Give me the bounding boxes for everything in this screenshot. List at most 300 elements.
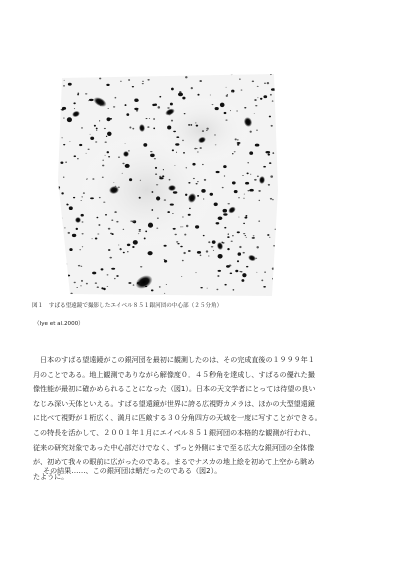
star-dot [196, 183, 198, 184]
star-dot [108, 156, 110, 157]
star-dot [232, 181, 236, 184]
star-dot [255, 258, 257, 259]
star-dot [96, 130, 97, 131]
star-dot [120, 81, 122, 82]
star-dot [102, 165, 104, 167]
star-dot [174, 165, 175, 166]
star-dot [257, 97, 258, 98]
star-dot [259, 200, 261, 201]
star-dot [238, 197, 240, 198]
star-dot [195, 122, 196, 123]
star-dot [202, 130, 204, 132]
body-line: 日本のすばる望遠鏡がこの銀河団を最初に観測したのは、その完成直後の１９９９年１ [33, 355, 315, 364]
star-dot [64, 80, 65, 81]
star-dot [237, 260, 239, 262]
star-dot [113, 106, 115, 107]
star-dot [180, 226, 181, 227]
star-dot [170, 204, 174, 206]
star-dot [82, 246, 83, 247]
star-dot [223, 209, 228, 213]
star-dot [242, 175, 243, 176]
star-dot [76, 228, 78, 230]
star-dot [210, 193, 213, 196]
star-dot [87, 178, 88, 179]
star-dot [216, 171, 220, 173]
star-dot [62, 284, 64, 285]
star-dot [94, 125, 96, 127]
star-dot [192, 163, 195, 166]
star-dot [253, 235, 255, 236]
star-dot [90, 134, 91, 135]
star-dot [120, 249, 122, 250]
star-dot [73, 197, 75, 198]
star-dot [246, 266, 248, 268]
star-dot [134, 108, 138, 110]
star-dot [156, 184, 158, 185]
star-dot [257, 86, 259, 87]
star-dot [244, 107, 246, 108]
star-dot [63, 85, 65, 86]
star-dot [185, 194, 187, 196]
star-dot [180, 246, 183, 248]
star-dot [269, 116, 271, 118]
star-dot [72, 234, 76, 237]
star-dot [230, 110, 231, 111]
star-dot [105, 155, 106, 156]
star-dot [224, 227, 226, 229]
star-dot [112, 233, 114, 235]
star-dot [114, 278, 116, 279]
star-dot [62, 137, 63, 138]
star-dot [263, 286, 266, 288]
star-dot [234, 190, 238, 193]
star-dot [171, 120, 173, 122]
star-dot [164, 199, 166, 200]
star-dot [61, 218, 62, 219]
star-dot [106, 84, 109, 86]
star-dot [148, 223, 153, 228]
star-dot [125, 164, 130, 168]
star-dot [274, 89, 276, 91]
star-dot [263, 166, 266, 168]
star-dot [193, 178, 195, 179]
star-dot [166, 284, 167, 285]
star-dot [152, 191, 154, 193]
star-dot [234, 151, 236, 152]
star-dot [223, 213, 227, 215]
galaxy-cluster-image [52, 70, 282, 298]
star-dot [118, 187, 120, 188]
star-dot [81, 280, 83, 282]
star-dot [272, 278, 274, 280]
star-dot [63, 144, 65, 146]
star-dot [115, 97, 117, 99]
star-dot [183, 252, 185, 254]
star-dot [197, 251, 201, 254]
star-dot [176, 152, 177, 153]
star-dot [212, 240, 216, 243]
star-dot [95, 238, 98, 240]
star-dot [164, 245, 167, 247]
star-dot [132, 86, 134, 87]
star-dot [258, 190, 261, 192]
star-dot [77, 158, 79, 159]
figure-citation: （Iye et al.2000） [34, 321, 84, 327]
star-dot [206, 128, 208, 130]
star-dot [227, 94, 228, 95]
star-dot [67, 117, 72, 122]
star-dot [239, 246, 241, 248]
star-dot [64, 227, 65, 228]
star-dot [74, 108, 75, 109]
star-dot [85, 93, 87, 94]
star-dot [250, 174, 251, 175]
star-dot [148, 251, 153, 255]
star-dot [90, 197, 94, 199]
star-dot [74, 282, 76, 283]
star-dot [204, 179, 206, 181]
star-dot [256, 130, 257, 131]
star-dot [92, 238, 93, 239]
star-dot [186, 167, 187, 168]
star-dot [267, 82, 269, 84]
star-dot [208, 255, 209, 256]
star-dot [182, 227, 183, 228]
body-line: に比べて視野が１桁広く、満月に匹敵する３０分角四方の天域を一度に写すことができる。 [33, 413, 322, 423]
star-dot [270, 198, 272, 200]
star-dot [65, 292, 67, 293]
star-dot [109, 257, 111, 259]
star-dot [182, 260, 184, 262]
star-dot [270, 175, 273, 177]
star-dot [210, 95, 211, 96]
star-dot [88, 100, 89, 101]
figure-caption: 図１ すばる望遠鏡で撮影したエイベル８５１銀河団の中心部（２５分角） [32, 303, 223, 309]
star-dot [175, 234, 177, 235]
star-dot [197, 151, 198, 152]
star-dot [137, 282, 141, 285]
star-dot [270, 94, 272, 96]
star-dot [158, 106, 161, 109]
star-dot [188, 250, 191, 252]
star-dot [97, 286, 99, 288]
star-dot [263, 95, 267, 98]
star-dot [271, 88, 276, 91]
star-dot [232, 235, 234, 236]
star-dot [107, 151, 109, 153]
star-dot [89, 99, 94, 101]
star-dot [95, 141, 97, 142]
star-dot [195, 225, 199, 228]
star-dot [214, 203, 218, 207]
star-dot [261, 280, 263, 282]
star-dot [133, 284, 135, 285]
star-dot [249, 189, 253, 192]
star-dot [224, 112, 227, 114]
star-dot [200, 255, 202, 257]
star-dot [227, 236, 230, 238]
star-dot [237, 142, 241, 144]
star-dot [275, 229, 276, 230]
star-dot [138, 233, 139, 234]
star-dot [227, 248, 229, 250]
star-dot [108, 228, 111, 230]
star-dot [140, 266, 142, 267]
star-dot [153, 128, 155, 130]
star-dot [128, 150, 130, 151]
star-dot [167, 107, 170, 108]
star-dot [68, 232, 70, 234]
star-dot [159, 96, 161, 98]
star-dot [106, 136, 107, 137]
star-dot [208, 241, 210, 243]
star-dot [197, 195, 199, 197]
star-dot [224, 284, 226, 286]
star-dot [233, 289, 235, 290]
star-dot [86, 153, 87, 154]
star-dot [215, 107, 219, 110]
star-dot [252, 80, 254, 82]
star-dot [125, 143, 126, 144]
star-dot [60, 162, 63, 164]
star-dot [199, 80, 202, 82]
result-paragraph: その結果……、この銀河団は蛸だったのである（図2）。 [43, 466, 222, 475]
star-dot [250, 131, 252, 133]
star-dot [244, 194, 245, 195]
star-dot [96, 217, 98, 219]
star-dot [102, 160, 104, 161]
star-dot [237, 139, 239, 140]
star-dot [197, 181, 198, 182]
star-dot [69, 248, 72, 251]
star-dot [182, 216, 184, 217]
star-dot [226, 265, 230, 268]
star-dot [232, 92, 233, 93]
star-dot [270, 74, 272, 75]
star-dot [122, 173, 123, 174]
star-dot [81, 200, 82, 201]
star-dot [118, 245, 119, 246]
star-dot [231, 73, 233, 75]
star-dot [67, 204, 68, 205]
star-dot [238, 217, 239, 218]
star-dot [245, 215, 247, 217]
star-dot [272, 199, 274, 200]
star-dot [140, 180, 141, 181]
star-dot [82, 233, 84, 234]
star-dot [147, 127, 149, 128]
star-dot [73, 102, 75, 104]
star-dot [81, 266, 83, 267]
star-dot [133, 240, 138, 245]
star-dot [203, 198, 204, 199]
star-dot [78, 265, 81, 267]
star-dot [238, 252, 242, 255]
star-dot [56, 186, 60, 188]
star-dot [167, 211, 170, 213]
star-dot [227, 203, 229, 204]
star-dot [128, 79, 130, 81]
star-dot [164, 259, 165, 260]
star-dot [230, 272, 233, 274]
star-dot [127, 244, 131, 246]
star-dot [172, 149, 174, 151]
star-dot [149, 118, 150, 119]
star-dot [207, 288, 208, 289]
star-dot [212, 104, 214, 105]
star-dot [151, 209, 153, 211]
star-dot [105, 142, 107, 143]
star-dot [104, 128, 106, 129]
star-dot [130, 221, 132, 222]
star-dot [156, 228, 158, 229]
star-dot [101, 287, 103, 289]
star-dot [116, 221, 118, 223]
star-dot [265, 151, 270, 153]
body-line: 従来の研究対象であった中心部だけでなく、ずっと外側にまで至る広大な銀河団の全体像 [33, 442, 315, 452]
star-dot [239, 78, 241, 80]
star-dot [69, 206, 73, 210]
star-dot [206, 250, 208, 252]
star-dot [247, 162, 249, 163]
star-dot [92, 272, 96, 275]
star-dot [214, 134, 216, 135]
star-dot [232, 153, 233, 154]
star-dot [196, 148, 198, 149]
star-dot [243, 233, 245, 234]
star-dot [92, 178, 94, 180]
star-dot [255, 105, 257, 106]
star-dot [154, 158, 156, 159]
star-dot [245, 182, 249, 185]
star-dot [60, 109, 61, 110]
star-dot [139, 197, 141, 199]
star-dot [172, 213, 174, 214]
star-dot [107, 286, 109, 287]
body-line: が、初めて我々の眼前に広がったのである。まるでナスカの地上絵を初めて上空から眺め [33, 457, 315, 467]
star-dot [269, 162, 271, 164]
star-dot [156, 196, 160, 200]
star-dot [173, 228, 176, 230]
star-dot [102, 177, 104, 178]
star-dot [155, 167, 157, 169]
star-dot [215, 145, 217, 146]
star-dot [110, 118, 112, 120]
star-dot [171, 88, 174, 91]
star-dot [176, 136, 179, 138]
star-dot [81, 214, 84, 217]
star-dot [81, 127, 83, 129]
star-dot [221, 242, 223, 243]
star-dot [153, 118, 155, 119]
star-dot [243, 198, 245, 199]
star-dot [247, 190, 249, 191]
star-dot [97, 233, 99, 234]
star-dot [237, 144, 240, 146]
star-dot [61, 192, 63, 194]
star-dot [217, 275, 219, 277]
star-dot [169, 114, 171, 115]
star-dot [142, 81, 144, 82]
star-dot [159, 286, 161, 288]
star-dot [237, 231, 240, 233]
star-dot [249, 151, 253, 155]
star-dot [164, 293, 165, 294]
star-dot [115, 186, 117, 187]
star-dot [254, 99, 256, 101]
star-dot [272, 100, 274, 101]
star-dot [107, 117, 111, 121]
star-dot [191, 87, 193, 89]
star-dot [57, 255, 61, 257]
star-dot [95, 282, 97, 284]
star-dot [107, 132, 112, 136]
star-dot [152, 104, 155, 106]
body-line: 像性能が最初に確かめられることになった（図1）。日本の天文学者にとっては待望の良い [33, 384, 316, 394]
star-dot [256, 246, 258, 248]
star-dot [103, 202, 105, 203]
star-dot [190, 124, 192, 126]
star-dot [79, 249, 81, 250]
star-dot [122, 163, 124, 164]
star-dot [254, 179, 257, 181]
star-dot [79, 144, 82, 146]
star-dot [107, 274, 109, 275]
star-dot [188, 124, 190, 126]
star-dot [173, 131, 176, 132]
star-dot [252, 237, 255, 239]
star-dot [264, 272, 266, 273]
star-dot [101, 268, 104, 270]
star-dot [225, 119, 227, 120]
star-dot [241, 279, 244, 282]
star-dot [144, 237, 146, 239]
star-dot [223, 165, 226, 168]
star-dot [268, 154, 270, 156]
star-dot [132, 128, 134, 130]
star-dot [86, 283, 88, 285]
star-dot [185, 76, 187, 78]
star-dot [111, 219, 113, 220]
star-dot [164, 260, 167, 263]
star-dot [203, 235, 205, 236]
star-dot [71, 293, 73, 295]
star-dot [162, 175, 164, 177]
star-dot [129, 178, 132, 181]
star-dot [184, 113, 186, 114]
star-dot [99, 197, 101, 198]
star-dot [200, 287, 202, 288]
star-dot [242, 273, 246, 277]
star-dot [128, 282, 131, 284]
star-dot [63, 118, 65, 119]
star-dot [226, 95, 228, 97]
star-dot [243, 252, 245, 254]
star-dot [118, 157, 120, 158]
star-dot [67, 275, 70, 277]
star-dot [145, 286, 147, 287]
star-dot [100, 105, 102, 106]
star-dot [61, 109, 64, 111]
star-dot [151, 289, 154, 291]
star-dot [206, 130, 207, 131]
star-dot [81, 196, 83, 197]
star-dot [116, 275, 119, 277]
star-dot [218, 270, 222, 272]
star-dot [155, 173, 157, 175]
star-dot [178, 93, 183, 97]
body-paragraph [33, 353, 375, 484]
